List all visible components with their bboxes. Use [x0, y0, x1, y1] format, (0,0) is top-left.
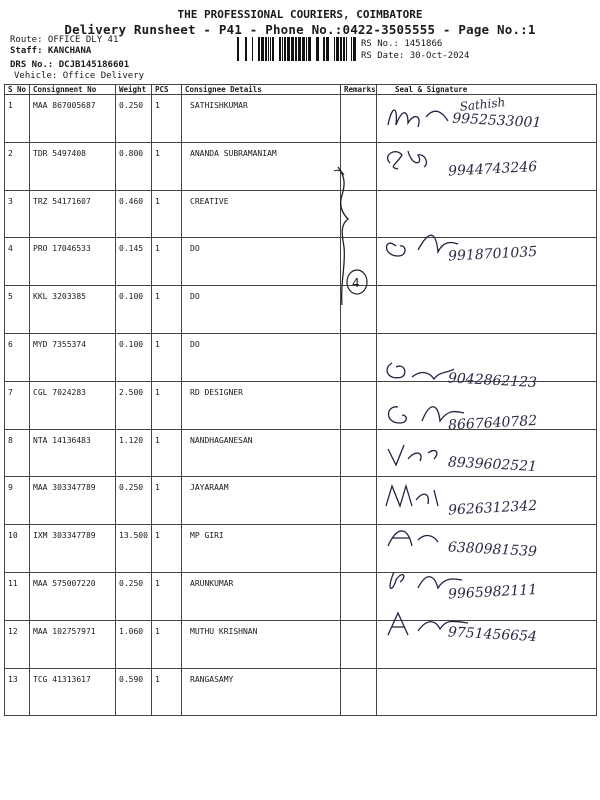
row-remarks [341, 620, 377, 668]
row-remarks [341, 333, 377, 381]
col-signature: Seal & Signature [377, 85, 597, 95]
row-sno: 2 [5, 142, 30, 190]
row-consignment-no: NTA 14136483 [30, 429, 116, 477]
handwritten-signature [378, 137, 594, 180]
row-sno: 12 [5, 620, 30, 668]
row-consignment-no: MYD 7355374 [30, 333, 116, 381]
rs-date: RS Date: 30-Oct-2024 [361, 51, 470, 61]
company-title: THE PROFESSIONAL COURIERS, COIMBATORE [177, 8, 423, 21]
handwritten-signature [378, 264, 594, 304]
col-pcs: PCS [152, 85, 182, 95]
row-consignee: RD DESIGNER [182, 381, 341, 429]
drs-number: DRS No.: DCJB145186601 [10, 60, 130, 70]
row-pcs: 1 [152, 572, 182, 620]
row-consignment-no: PRO 17046533 [30, 238, 116, 286]
row-sno: 11 [5, 572, 30, 620]
row-weight: 0.800 [116, 142, 152, 190]
row-consignee: NANDHAGANESAN [182, 429, 341, 477]
handwritten-signature [378, 222, 594, 265]
row-sno: 7 [5, 381, 30, 429]
handwritten-signature [378, 349, 594, 389]
handwritten-signature [378, 560, 594, 603]
row-pcs: 1 [152, 477, 182, 525]
row-sno: 9 [5, 477, 30, 525]
row-consignee: JAYARAAM [182, 477, 341, 525]
row-weight: 1.120 [116, 429, 152, 477]
col-consignee: Consignee Details [182, 85, 341, 95]
staff-label: Staff: KANCHANA [10, 46, 92, 56]
route-label: Route: OFFICE DLY 41 [10, 35, 119, 45]
row-weight: 0.145 [116, 238, 152, 286]
row-consignment-no: CGL 7024283 [30, 381, 116, 429]
row-consignment-no: KKL 3203385 [30, 286, 116, 334]
handwritten-signature [378, 307, 594, 347]
row-consignee: RANGASAMY [182, 668, 341, 716]
row-pcs: 1 [152, 429, 182, 477]
table-header-row [5, 85, 597, 95]
row-consignment-no: TDR 5497408 [30, 142, 116, 190]
row-pcs: 1 [152, 620, 182, 668]
row-pcs: 1 [152, 142, 182, 190]
row-consignment-no: MAA 867005687 [30, 95, 116, 143]
signature-phone-number: 9626312342 [447, 497, 538, 519]
signature-phone-number: 9751456654 [447, 623, 538, 645]
signature-phone-number: 8939602521 [447, 454, 538, 476]
row-signature [377, 668, 597, 716]
handwritten-signature [378, 433, 594, 476]
signature-phone-number: 9952533001 [451, 110, 542, 132]
row-weight: 0.250 [116, 572, 152, 620]
row-consignee: DO [182, 238, 341, 286]
svg-text:4: 4 [352, 276, 360, 290]
row-weight: 0.460 [116, 190, 152, 238]
barcode-image [237, 37, 357, 61]
row-weight: 0.100 [116, 333, 152, 381]
row-remarks [341, 95, 377, 143]
signature-phone-number: 9918701035 [447, 243, 538, 265]
signature-phone-number: 9965982111 [447, 582, 538, 603]
row-consignee: ANANDA SUBRAMANIAM [182, 142, 341, 190]
row-pcs: 1 [152, 238, 182, 286]
handwritten-signature [378, 476, 594, 519]
signature-phone-number: 9944743246 [447, 159, 538, 180]
remarks-circle-mark [345, 268, 371, 296]
rs-number: RS No.: 1451866 [361, 39, 443, 49]
row-sno: 3 [5, 190, 30, 238]
signature-phone-number: 9042862123 [447, 370, 538, 391]
col-weight: Weight [116, 85, 152, 95]
row-remarks [341, 477, 377, 525]
row-pcs: 1 [152, 381, 182, 429]
row-weight: 1.060 [116, 620, 152, 668]
handwritten-signature [378, 95, 594, 135]
row-sno: 4 [5, 238, 30, 286]
row-remarks [341, 429, 377, 477]
row-sno: 5 [5, 286, 30, 334]
row-pcs: 1 [152, 525, 182, 573]
row-sno: 13 [5, 668, 30, 716]
row-sno: 6 [5, 333, 30, 381]
col-sno: S No [5, 85, 30, 95]
handwritten-signature [378, 391, 594, 434]
handwritten-signature [378, 603, 594, 643]
row-weight: 0.590 [116, 668, 152, 716]
row-consignment-no: MAA 102757971 [30, 620, 116, 668]
row-weight: 0.100 [116, 286, 152, 334]
signature-phone-number: 6380981539 [447, 539, 538, 561]
row-pcs: 1 [152, 286, 182, 334]
row-pcs: 1 [152, 95, 182, 143]
row-consignee: CREATIVE [182, 190, 341, 238]
row-remarks [341, 525, 377, 573]
row-consignee: MP GIRI [182, 525, 341, 573]
vehicle-label: Vehicle: Office Delivery [14, 71, 145, 81]
row-remarks [341, 381, 377, 429]
row-consignee: ARUNKUMAR [182, 572, 341, 620]
row-pcs: 1 [152, 668, 182, 716]
row-remarks [341, 668, 377, 716]
row-remarks [341, 572, 377, 620]
signature-phone-number: 8667640782 [447, 413, 538, 434]
row-sno: 1 [5, 95, 30, 143]
row-pcs: 1 [152, 333, 182, 381]
row-consignment-no: TCG 41313617 [30, 668, 116, 716]
table-row [5, 668, 597, 716]
col-remarks: Remarks [341, 85, 377, 95]
signature-name-text: Sathish [458, 95, 506, 114]
row-weight: 0.250 [116, 477, 152, 525]
row-weight: 2.500 [116, 381, 152, 429]
row-consignment-no: MAA 303347789 [30, 477, 116, 525]
row-consignment-no: IXM 303347789 [30, 525, 116, 573]
row-weight: 13.500 [116, 525, 152, 573]
row-consignee: SATHISHKUMAR [182, 95, 341, 143]
row-consignment-no: TRZ 54171607 [30, 190, 116, 238]
handwritten-signature [378, 518, 594, 561]
row-pcs: 1 [152, 190, 182, 238]
row-sno: 8 [5, 429, 30, 477]
col-consignment: Consignment No [30, 85, 116, 95]
runsheet-title: Delivery Runsheet - P41 - Phone No.:0422-3505555 - Page No.:1 [64, 22, 536, 37]
handwritten-signature [378, 180, 594, 220]
row-consignment-no: MAA 575007220 [30, 572, 116, 620]
row-weight: 0.250 [116, 95, 152, 143]
row-consignee: DO [182, 286, 341, 334]
row-consignee: DO [182, 333, 341, 381]
row-sno: 10 [5, 525, 30, 573]
row-consignee: MUTHU KRISHNAN [182, 620, 341, 668]
